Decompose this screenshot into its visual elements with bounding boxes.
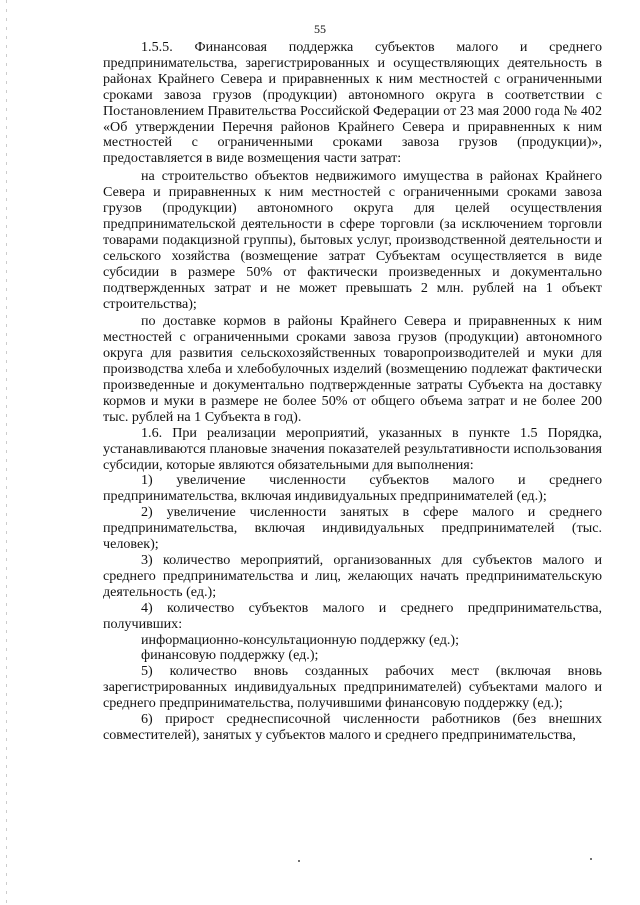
page-number: 55	[314, 22, 326, 36]
indicator-4-consulting: информационно-консультационную поддержку (ед.);	[141, 631, 460, 648]
indicator-4-financial: финансовую поддержку (ед.);	[141, 647, 319, 664]
paragraph-construction: на строительство объектов недвижимого имущества в районах Крайнего Севера и приравненных к ним местностей с ограниченными сроками завоза грузов (продукции) автономного округа для целей осуществления предпринимательской деятельности в сфере торговли (за исключением торговли товарами подакцизной группы), бытовых услуг, производственной деятельности и сельского хозяйства (возмещение затрат Субъектам осуществляется в виде субсидии в размере 50% от фактически произведенных и документально подтвержденных затрат и не может превышать 2 млн. рублей на 1 объект строительства);	[103, 168, 602, 312]
indicator-2: 2) увеличение численности занятых в сфере малого и среднего предпринимательства, включая индивидуальных предпринимателей (тыс. человек);	[103, 504, 602, 553]
paragraph-1-6: 1.6. При реализации мероприятий, указанных в пункте 1.5 Порядка, устанавливаются плановые значения показателей результативности использования субсидии, которые являются обязательными для выполнения:	[103, 424, 602, 473]
scan-speck	[590, 858, 592, 860]
indicator-3: 3) количество мероприятий, организованных для субъектов малого и среднего предпринимательства и лиц, желающих начать предпринимательскую деятельность (ед.);	[103, 552, 602, 600]
indicator-4: 4) количество субъектов малого и среднего предпринимательства, получивших:	[103, 599, 602, 632]
indicator-5: 5) количество вновь созданных рабочих мест (включая вновь зарегистрированных индивидуальных предпринимателей) субъектами малого и среднего предпринимательства, получившими финансовую поддержку (ед.);	[103, 663, 602, 712]
scan-edge-mark	[6, 0, 7, 905]
scan-speck	[298, 860, 300, 862]
document-body	[103, 40, 602, 744]
paragraph-feed-delivery: по доставке кормов в районы Крайнего Севера и приравненных к ним местностей с ограниченными сроками завоза грузов (продукции) автономного округа для развития сельскохозяйственных товаропроизводителей и муки для производства хлеба и хлебобулочных изделий (возмещению подлежат фактически произведенные и документально подтвержденные затраты Субъекта на доставку кормов и муки в размере не более 50% от общего объема затрат и не более 200 тыс. рублей на 1 Субъекта в год).	[103, 313, 602, 425]
paragraph-1-5-5: 1.5.5. Финансовая поддержка субъектов малого и среднего предпринимательства, зарегистрированных и осуществляющих деятельность в районах Крайнего Севера и приравненных к ним местностей с ограниченными сроками завоза грузов (продукции) автономного округа в соответствии с Постановлением Правительства Российской Федерации от 23 мая 2000 года № 402 «Об утверждении Перечня районов Крайнего Севера и приравненных к ним местностей с ограниченными сроками завоза грузов (продукции)», предоставляется в виде возмещения части затрат:	[103, 39, 602, 167]
indicator-6: 6) прирост среднесписочной численности работников (без внешних совместителей), занятых у субъектов малого и среднего предпринимательства,	[103, 711, 602, 743]
indicator-1: 1) увеличение численности субъектов малого и среднего предпринимательства, включая индивидуальных предпринимателей (ед.);	[103, 472, 602, 505]
